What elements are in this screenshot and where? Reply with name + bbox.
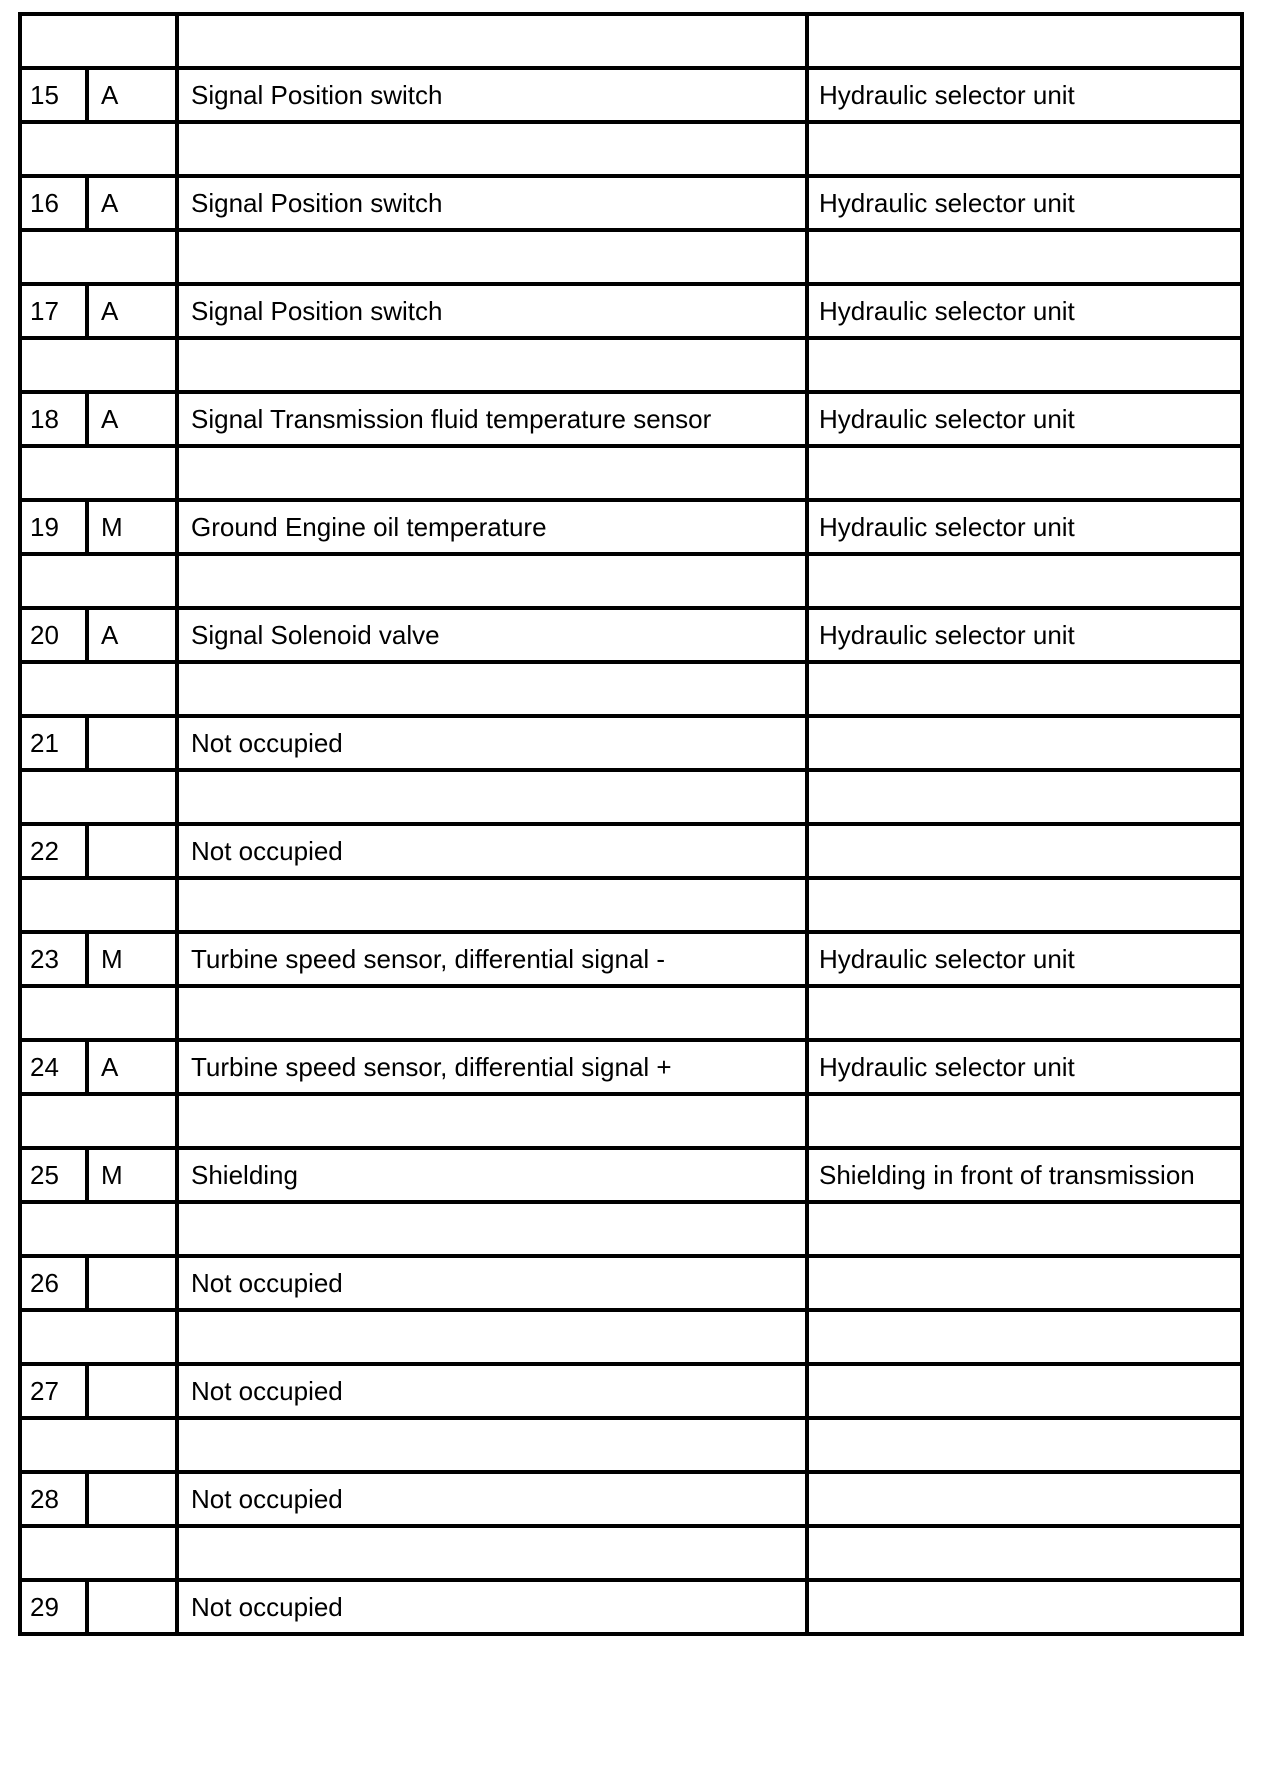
table-row [20,1472,1242,1526]
pin-type-cell [87,1256,177,1310]
spacer-cell [177,230,807,284]
spacer-row [20,878,1242,932]
spacer-cell [807,986,1242,1040]
pin-type-cell: A [87,1040,177,1094]
pin-number-cell: 20 [20,608,87,662]
pin-number-cell: 27 [20,1364,87,1418]
pin-description-cell: Turbine speed sensor, differential signal - [177,932,807,986]
table-row [20,176,1242,230]
spacer-cell [20,878,177,932]
spacer-cell [177,1310,807,1364]
table-row [20,1256,1242,1310]
pin-location-cell [807,1256,1242,1310]
pin-location-cell: Shielding in front of transmission [807,1148,1242,1202]
spacer-row [20,662,1242,716]
pin-description-cell: Signal Position switch [177,68,807,122]
spacer-cell [807,230,1242,284]
pin-location-cell: Hydraulic selector unit [807,284,1242,338]
spacer-cell [807,446,1242,500]
pin-location-cell: Hydraulic selector unit [807,392,1242,446]
pin-location-cell: Hydraulic selector unit [807,176,1242,230]
spacer-cell [177,122,807,176]
spacer-cell [177,770,807,824]
pin-type-cell [87,1580,177,1634]
pin-description-cell: Signal Position switch [177,284,807,338]
pin-type-cell [87,824,177,878]
spacer-cell [807,1526,1242,1580]
spacer-cell [177,446,807,500]
spacer-cell [20,230,177,284]
table-row [20,1040,1242,1094]
pin-location-cell [807,1364,1242,1418]
pin-location-cell [807,716,1242,770]
table-row [20,500,1242,554]
pin-number-cell: 26 [20,1256,87,1310]
spacer-cell [20,662,177,716]
pin-number-cell: 24 [20,1040,87,1094]
pin-type-cell: A [87,68,177,122]
spacer-cell [20,446,177,500]
table-row [20,1364,1242,1418]
pin-location-cell [807,1580,1242,1634]
pin-location-cell: Hydraulic selector unit [807,932,1242,986]
pin-location-cell: Hydraulic selector unit [807,608,1242,662]
spacer-row [20,1202,1242,1256]
pin-number-cell: 25 [20,1148,87,1202]
spacer-cell [807,662,1242,716]
spacer-cell [807,770,1242,824]
spacer-cell [807,14,1242,68]
table-row [20,1580,1242,1634]
spacer-cell [20,770,177,824]
spacer-cell [177,878,807,932]
pin-number-cell: 18 [20,392,87,446]
table-row [20,932,1242,986]
pin-type-cell [87,716,177,770]
pin-type-cell: M [87,932,177,986]
spacer-cell [807,1418,1242,1472]
pin-number-cell: 28 [20,1472,87,1526]
pin-description-cell: Ground Engine oil temperature [177,500,807,554]
spacer-cell [177,554,807,608]
spacer-cell [807,554,1242,608]
spacer-row [20,1418,1242,1472]
pin-location-cell: Hydraulic selector unit [807,68,1242,122]
pin-description-cell: Not occupied [177,1472,807,1526]
spacer-cell [807,878,1242,932]
spacer-row [20,14,1242,68]
pin-description-cell: Not occupied [177,716,807,770]
table-row [20,392,1242,446]
pin-description-cell: Signal Solenoid valve [177,608,807,662]
pin-description-cell: Not occupied [177,1580,807,1634]
pin-table-body [20,14,1242,1634]
table-row [20,608,1242,662]
pin-location-cell: Hydraulic selector unit [807,500,1242,554]
spacer-cell [177,338,807,392]
spacer-row [20,770,1242,824]
spacer-cell [20,338,177,392]
pin-number-cell: 29 [20,1580,87,1634]
pin-description-cell: Signal Position switch [177,176,807,230]
table-row [20,68,1242,122]
spacer-cell [807,1202,1242,1256]
spacer-row [20,230,1242,284]
spacer-cell [20,122,177,176]
spacer-cell [177,14,807,68]
spacer-cell [807,1094,1242,1148]
pin-description-cell: Turbine speed sensor, differential signal + [177,1040,807,1094]
pin-location-cell: Hydraulic selector unit [807,1040,1242,1094]
table-row [20,284,1242,338]
spacer-cell [807,122,1242,176]
spacer-row [20,446,1242,500]
spacer-cell [20,1202,177,1256]
spacer-row [20,1094,1242,1148]
pin-type-cell: A [87,176,177,230]
pin-number-cell: 21 [20,716,87,770]
table-row [20,824,1242,878]
spacer-cell [177,986,807,1040]
pin-type-cell: M [87,500,177,554]
spacer-cell [177,1202,807,1256]
spacer-cell [20,986,177,1040]
spacer-row [20,554,1242,608]
spacer-row [20,986,1242,1040]
pin-number-cell: 16 [20,176,87,230]
pin-description-cell: Not occupied [177,824,807,878]
spacer-cell [20,1310,177,1364]
pin-type-cell: A [87,608,177,662]
spacer-cell [20,14,177,68]
pin-type-cell: A [87,392,177,446]
pin-number-cell: 19 [20,500,87,554]
pin-location-cell [807,1472,1242,1526]
pin-description-cell: Not occupied [177,1256,807,1310]
spacer-cell [807,1310,1242,1364]
pin-type-cell: A [87,284,177,338]
spacer-cell [807,338,1242,392]
spacer-cell [20,1094,177,1148]
pin-number-cell: 22 [20,824,87,878]
spacer-row [20,1526,1242,1580]
pin-assignment-table [18,12,1244,1636]
spacer-cell [177,1418,807,1472]
pin-description-cell: Shielding [177,1148,807,1202]
spacer-row [20,338,1242,392]
pin-number-cell: 17 [20,284,87,338]
spacer-cell [177,1526,807,1580]
spacer-row [20,122,1242,176]
table-row [20,716,1242,770]
pin-type-cell [87,1472,177,1526]
spacer-cell [20,1526,177,1580]
spacer-row [20,1310,1242,1364]
pin-number-cell: 15 [20,68,87,122]
pin-type-cell [87,1364,177,1418]
pin-location-cell [807,824,1242,878]
spacer-cell [177,1094,807,1148]
spacer-cell [20,1418,177,1472]
pin-description-cell: Signal Transmission fluid temperature sensor [177,392,807,446]
pin-type-cell: M [87,1148,177,1202]
table-row [20,1148,1242,1202]
pin-number-cell: 23 [20,932,87,986]
spacer-cell [20,554,177,608]
spacer-cell [177,662,807,716]
pin-description-cell: Not occupied [177,1364,807,1418]
